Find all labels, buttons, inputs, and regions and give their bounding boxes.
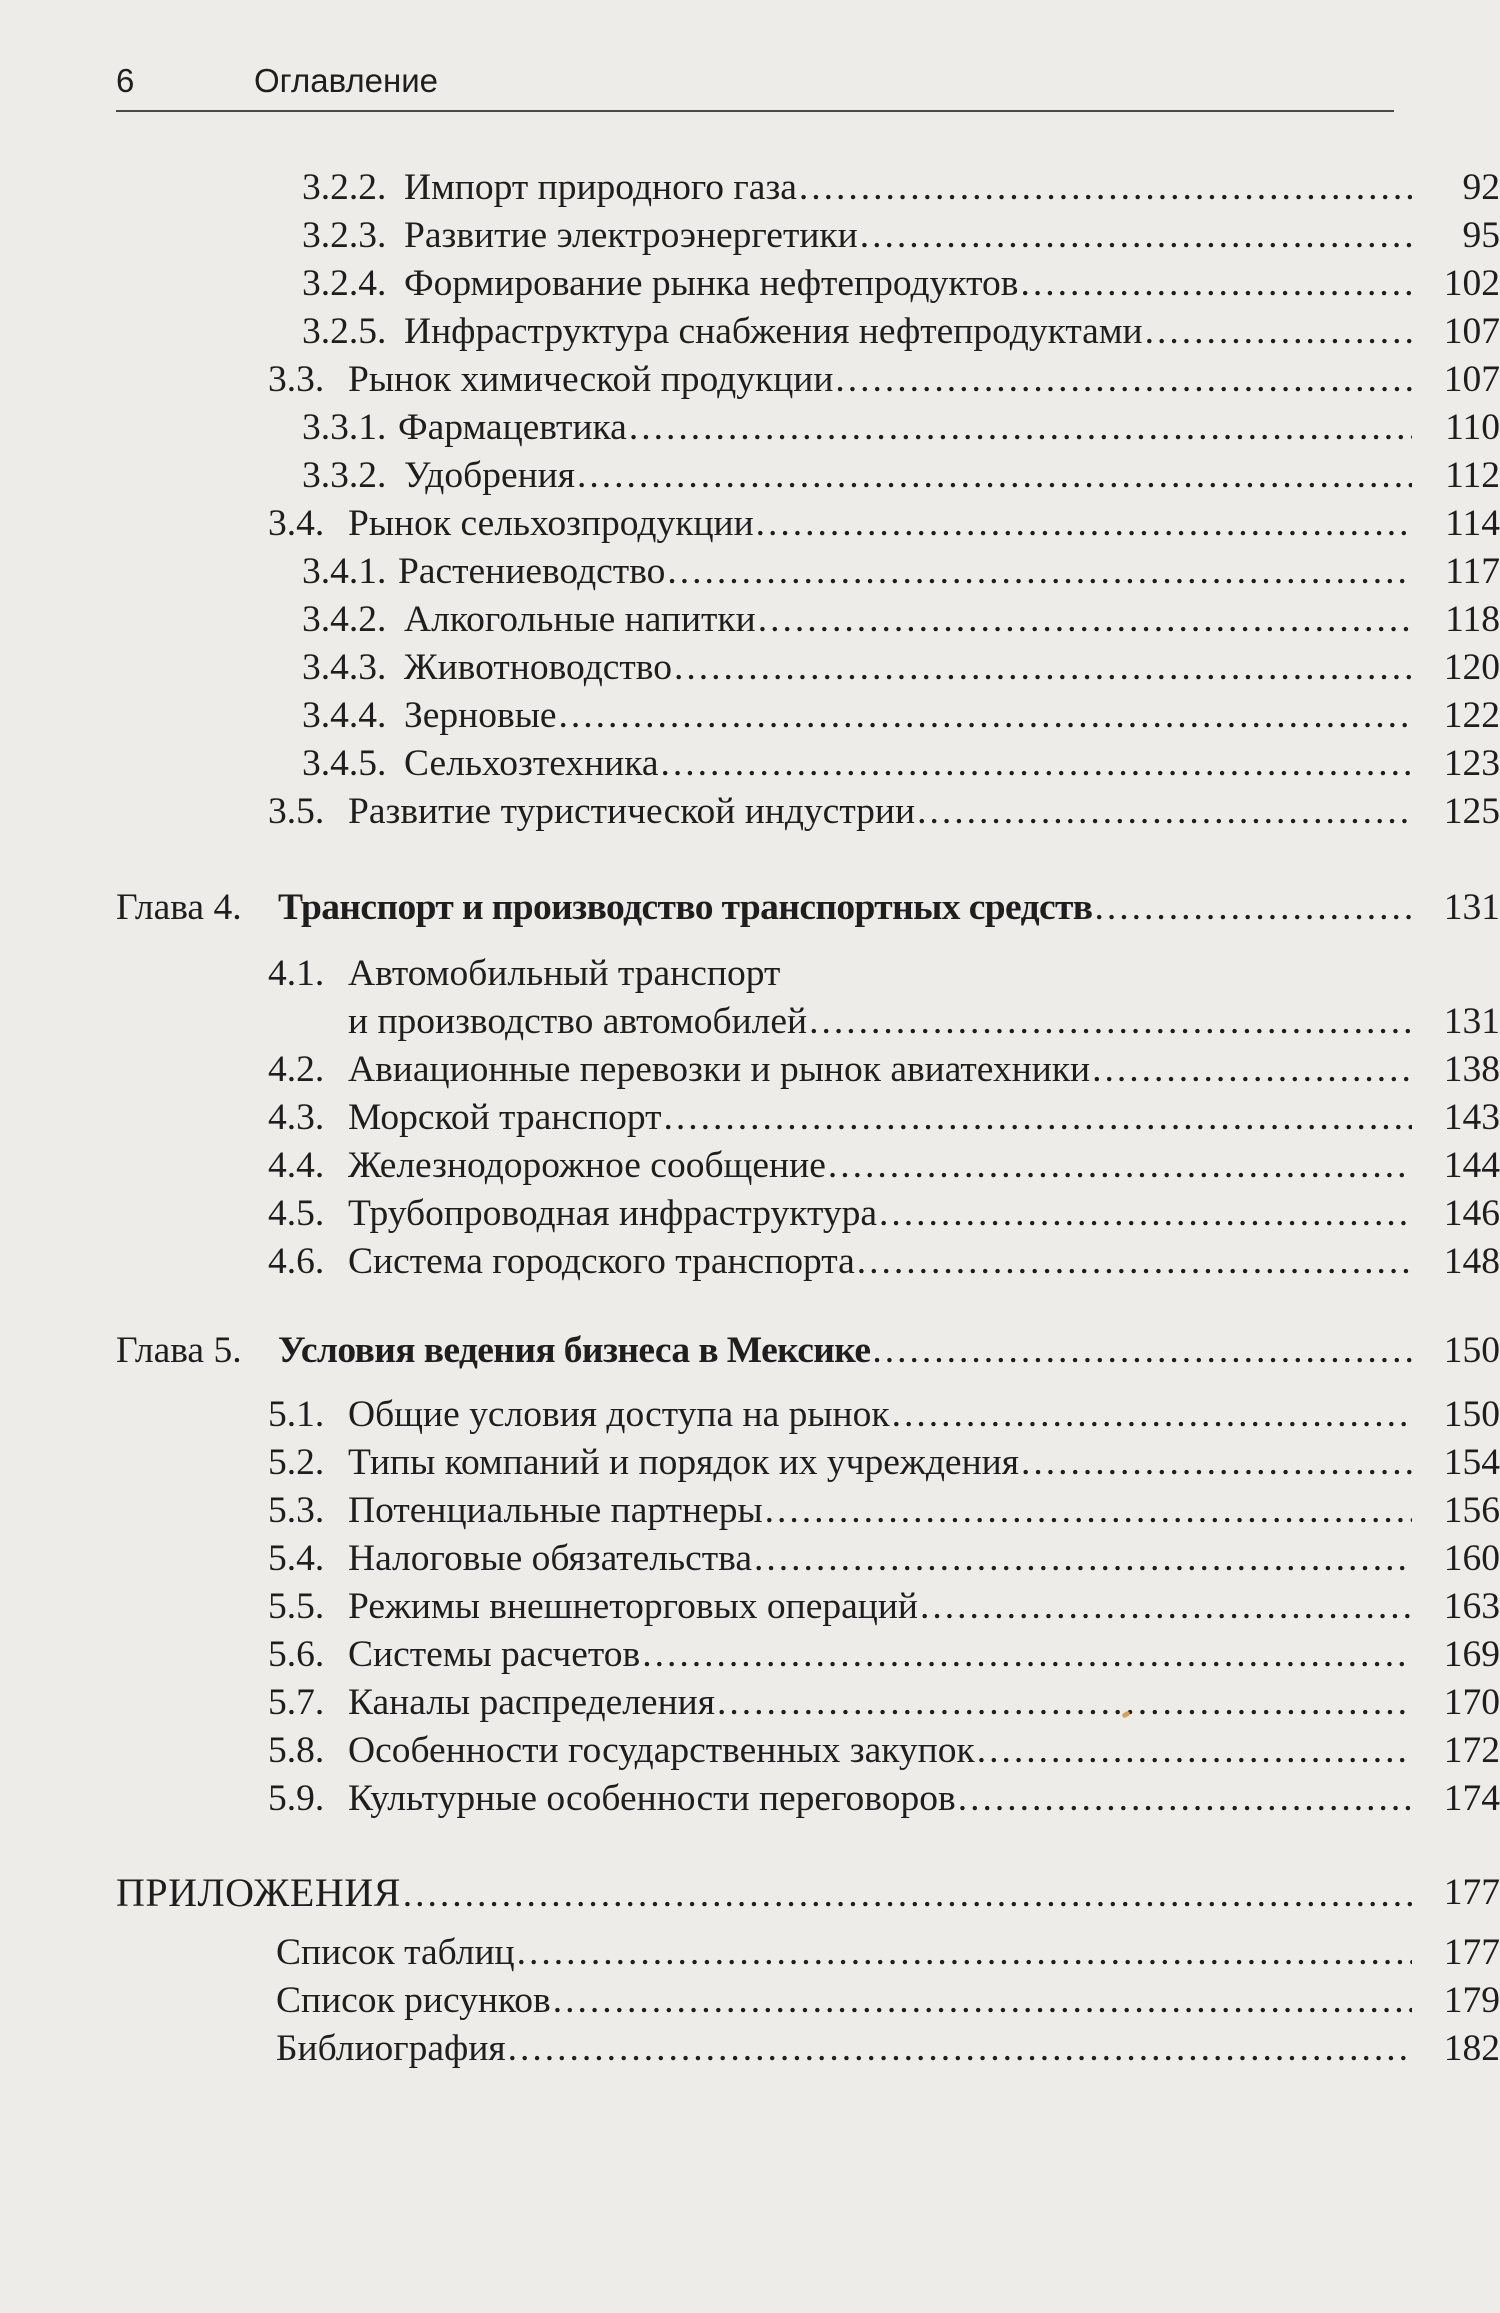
toc-page: 95 — [1462, 215, 1500, 256]
toc-entry-continuation — [268, 999, 1500, 1045]
toc-entry — [302, 549, 1500, 595]
toc-title: Зерновые — [404, 695, 557, 736]
toc-page: 112 — [1445, 455, 1500, 496]
toc-title: Система городского транспорта — [348, 1241, 855, 1282]
toc-number: 3.3.1. — [302, 407, 387, 448]
toc-number: 5.6. — [268, 1634, 325, 1675]
toc-leader — [674, 645, 1412, 691]
toc-title: Железнодорожное сообщение — [348, 1145, 826, 1186]
toc-entry — [268, 1392, 1500, 1438]
toc-title: Импорт природного газа — [404, 167, 797, 208]
toc-title: Потенциальные партнеры — [348, 1490, 763, 1531]
toc-entry — [268, 1728, 1500, 1774]
toc-entry — [268, 1536, 1500, 1582]
toc-entry — [302, 261, 1500, 307]
toc-page: 177 — [1443, 1932, 1500, 1973]
toc-entry — [276, 1978, 1500, 2024]
toc-number: 3.4.5. — [302, 743, 387, 784]
toc-title: Общие условия доступа на рынок — [348, 1394, 890, 1435]
toc-entry — [268, 1239, 1500, 1285]
toc-leader — [661, 741, 1412, 787]
toc-number: 5.5. — [268, 1586, 325, 1627]
toc-leader — [1020, 261, 1412, 307]
running-title: Оглавление — [254, 62, 438, 99]
toc-title: Режимы внешнеторговых операций — [348, 1586, 918, 1627]
toc-leader — [835, 357, 1412, 403]
toc-page: 169 — [1443, 1634, 1500, 1675]
toc-title: Алкогольные напитки — [404, 599, 756, 640]
toc-number: 3.4.1. — [302, 551, 387, 592]
toc-appendices — [116, 1870, 1500, 1916]
toc-page: 156 — [1443, 1490, 1500, 1531]
toc-page: 150 — [1443, 1394, 1500, 1435]
toc-page: 144 — [1443, 1145, 1500, 1186]
toc-leader — [553, 1978, 1412, 2024]
toc-leader — [629, 405, 1412, 451]
toc-leader — [559, 693, 1412, 739]
toc-entry — [302, 741, 1500, 787]
toc-title: Библиография — [276, 2028, 506, 2069]
toc-entry — [268, 1632, 1500, 1678]
toc-title: Фармацевтика — [398, 407, 627, 448]
toc-number: 3.3.2. — [302, 455, 387, 496]
toc-page: 163 — [1443, 1586, 1500, 1627]
toc-title: Трубопроводная инфраструктура — [348, 1193, 878, 1234]
toc-leader — [754, 1536, 1412, 1582]
toc-entry — [302, 165, 1500, 211]
toc-entry — [268, 1143, 1500, 1189]
toc-page: 117 — [1445, 551, 1500, 592]
toc-leader — [667, 549, 1412, 595]
toc-entry — [302, 693, 1500, 739]
toc-title: Морской транспорт — [348, 1097, 662, 1138]
toc-leader — [857, 1239, 1412, 1285]
toc-entry — [268, 1191, 1500, 1237]
toc-number: 4.2. — [268, 1049, 325, 1090]
toc-entry — [268, 1680, 1500, 1726]
toc-leader — [403, 1872, 1412, 1918]
toc-entry — [268, 1584, 1500, 1630]
toc-title: Список рисунков — [276, 1980, 551, 2021]
chapter-number: Глава 5. — [116, 1330, 242, 1371]
toc-chapter — [116, 1328, 1500, 1374]
toc-number: 3.5. — [268, 791, 325, 832]
toc-number: 5.3. — [268, 1490, 325, 1531]
toc-leader — [663, 1095, 1412, 1141]
toc-page: 122 — [1443, 695, 1500, 736]
toc-title: Культурные особенности переговоров — [348, 1778, 956, 1819]
toc-number: 5.1. — [268, 1394, 325, 1435]
toc-page: 154 — [1443, 1442, 1500, 1483]
toc-number: 3.4.2. — [302, 599, 387, 640]
toc-entry — [302, 453, 1500, 499]
toc-page: 102 — [1443, 263, 1500, 304]
appendices-title: ПРИЛОЖЕНИЯ — [116, 1870, 401, 1915]
toc-page: 146 — [1443, 1193, 1500, 1234]
toc-page: 182 — [1443, 2028, 1500, 2069]
toc-title: Рынок сельхозпродукции — [348, 503, 754, 544]
toc-page: 138 — [1443, 1049, 1500, 1090]
toc-entry — [276, 2026, 1500, 2072]
toc-number: 3.3. — [268, 359, 325, 400]
toc-leader — [717, 1680, 1412, 1726]
toc-number: 3.4.4. — [302, 695, 387, 736]
toc-leader — [517, 1930, 1412, 1976]
toc-page: 170 — [1443, 1682, 1500, 1723]
toc-leader — [828, 1143, 1412, 1189]
toc-leader — [892, 1392, 1412, 1438]
toc-leader — [1092, 1047, 1412, 1093]
toc-leader — [860, 213, 1412, 259]
toc-page: 179 — [1443, 1980, 1500, 2021]
toc-entry — [268, 1776, 1500, 1822]
toc-entry — [268, 1440, 1500, 1486]
toc-leader — [758, 597, 1412, 643]
toc-title: Налоговые обязательства — [348, 1538, 753, 1579]
toc-title: Сельхозтехника — [404, 743, 659, 784]
toc-title: Автомобильный транспорт — [348, 953, 781, 994]
toc-entry — [268, 1095, 1500, 1141]
toc-number: 5.4. — [268, 1538, 325, 1579]
toc-title: Развитие туристической индустрии — [348, 791, 916, 832]
toc-leader — [765, 1488, 1412, 1534]
toc-title: Особенности государственных закупок — [348, 1730, 975, 1771]
toc-leader — [799, 165, 1412, 211]
toc-title: Авиационные перевозки и рынок авиатехники — [348, 1049, 1091, 1090]
toc-number: 5.2. — [268, 1442, 325, 1483]
toc-page: 131 — [1443, 1001, 1500, 1042]
toc-title: и производство автомобилей — [348, 1001, 808, 1042]
toc-number: 5.9. — [268, 1778, 325, 1819]
toc-title: Развитие электроэнергетики — [404, 215, 858, 256]
toc-leader — [879, 1191, 1412, 1237]
toc-title: Животноводство — [404, 647, 673, 688]
toc-entry — [268, 1047, 1500, 1093]
toc-number: 3.4.3. — [302, 647, 387, 688]
toc-number: 4.1. — [268, 953, 325, 994]
toc-leader — [958, 1776, 1412, 1822]
toc-number: 3.4. — [268, 503, 325, 544]
toc-leader — [1021, 1440, 1412, 1486]
chapter-number: Глава 4. — [116, 887, 242, 928]
toc-page: 177 — [1443, 1872, 1500, 1913]
toc-page: 118 — [1445, 599, 1500, 640]
toc-entry — [302, 309, 1500, 355]
toc-title: Удобрения — [404, 455, 575, 496]
toc-leader — [1094, 885, 1412, 931]
toc-entry — [302, 405, 1500, 451]
toc-entry — [268, 357, 1500, 403]
toc-title: Растениеводство — [398, 551, 666, 592]
toc-page: 120 — [1443, 647, 1500, 688]
toc-number: 3.2.4. — [302, 263, 387, 304]
toc-page: 131 — [1443, 887, 1500, 928]
toc-title: Рынок химической продукции — [348, 359, 834, 400]
toc-entry — [276, 1930, 1500, 1976]
toc-page: 110 — [1445, 407, 1500, 448]
toc-leader — [977, 1728, 1412, 1774]
toc-title: Системы расчетов — [348, 1634, 641, 1675]
toc-number: 5.8. — [268, 1730, 325, 1771]
toc-leader — [872, 1328, 1412, 1374]
toc-entry — [302, 597, 1500, 643]
toc-page: 174 — [1443, 1778, 1500, 1819]
toc-title: Инфраструктура снабжения нефтепродуктами — [404, 311, 1143, 352]
page-number: 6 — [116, 62, 135, 99]
toc-page: 92 — [1462, 167, 1500, 208]
toc-title: Список таблиц — [276, 1932, 515, 1973]
toc-number: 3.2.5. — [302, 311, 387, 352]
toc-number: 4.5. — [268, 1193, 325, 1234]
toc-leader — [508, 2026, 1412, 2072]
toc-page: 172 — [1443, 1730, 1500, 1771]
toc-number: 3.2.2. — [302, 167, 387, 208]
toc-leader — [1145, 309, 1412, 355]
chapter-title: Условия ведения бизнеса в Мексике — [278, 1330, 871, 1371]
toc-leader — [920, 1584, 1412, 1630]
toc-number: 4.3. — [268, 1097, 325, 1138]
toc-page: 114 — [1445, 503, 1500, 544]
toc-entry — [268, 951, 1500, 997]
toc-title: Типы компаний и порядок их учреждения — [348, 1442, 1019, 1483]
toc-entry — [268, 1488, 1500, 1534]
toc-entry — [302, 645, 1500, 691]
toc-leader — [917, 789, 1412, 835]
toc-chapter — [116, 885, 1500, 931]
toc-number: 5.7. — [268, 1682, 325, 1723]
toc-page: 150 — [1443, 1330, 1500, 1371]
toc-page: 107 — [1443, 311, 1500, 352]
toc-number: 4.4. — [268, 1145, 325, 1186]
toc-entry — [268, 789, 1500, 835]
toc-leader — [642, 1632, 1412, 1678]
toc-page: 143 — [1443, 1097, 1500, 1138]
running-header — [116, 58, 1394, 112]
toc-number: 4.6. — [268, 1241, 325, 1282]
toc-leader — [577, 453, 1412, 499]
toc-leader — [809, 999, 1412, 1045]
toc-page: 107 — [1443, 359, 1500, 400]
toc-entry — [268, 501, 1500, 547]
toc-title: Формирование рынка нефтепродуктов — [404, 263, 1019, 304]
chapter-title: Транспорт и производство транспортных средств — [278, 887, 1093, 928]
toc-page: 148 — [1443, 1241, 1500, 1282]
toc-page: 125 — [1443, 791, 1500, 832]
toc-leader — [756, 501, 1412, 547]
toc-title: Каналы распределения — [348, 1682, 715, 1723]
toc-number: 3.2.3. — [302, 215, 387, 256]
toc-page: 160 — [1443, 1538, 1500, 1579]
toc-page: 123 — [1443, 743, 1500, 784]
toc-entry — [302, 213, 1500, 259]
